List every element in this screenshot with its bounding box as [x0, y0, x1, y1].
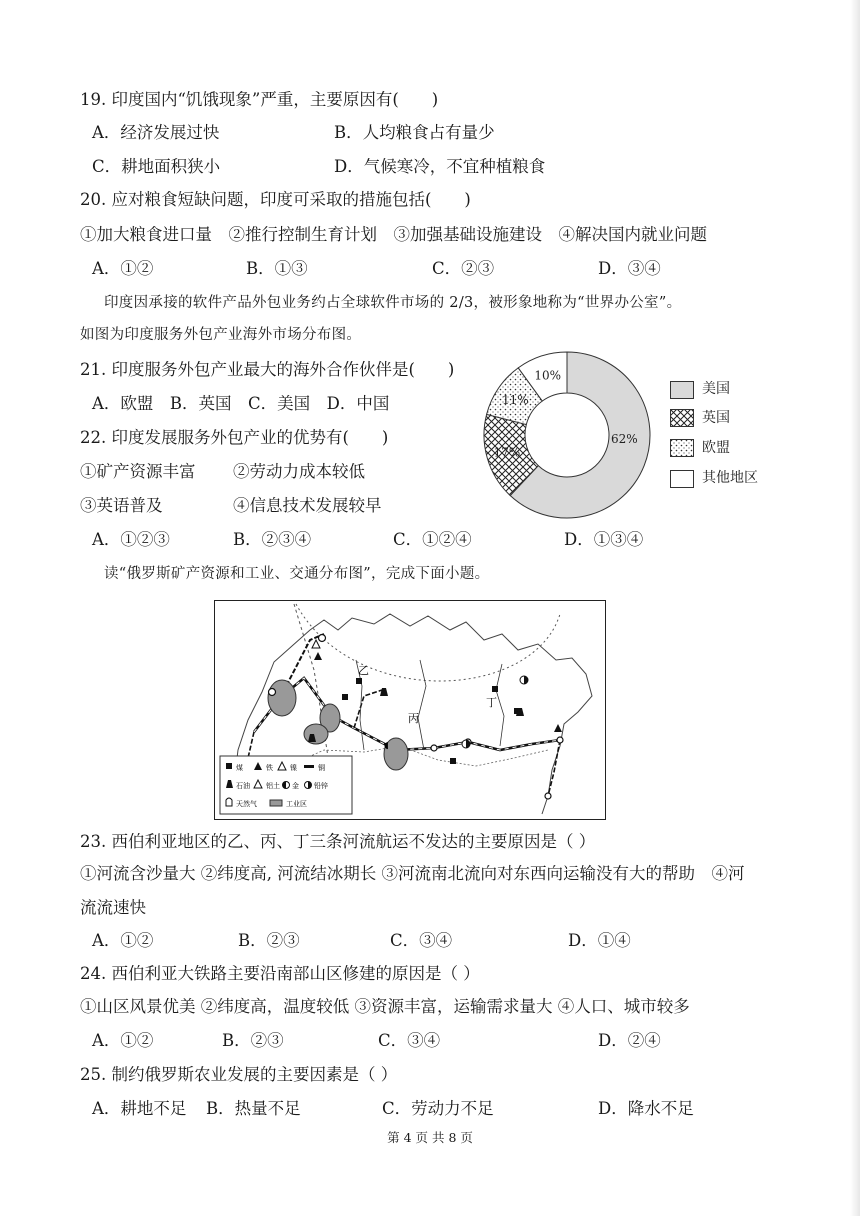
river-label-ding: 丁 — [486, 696, 497, 709]
legend-label-eu: 欧盟 — [702, 440, 730, 456]
q19-stem: 19. 印度国内“饥饿现象”严重，主要原因有( ) — [80, 90, 439, 109]
legend-swatch-uk — [670, 409, 694, 427]
map-legend-industrial-swatch — [270, 800, 282, 806]
legend-swatch-other — [670, 470, 694, 488]
q22-option-b: B．②③④ — [233, 530, 312, 549]
q22-option-a: A．①②③ — [92, 530, 170, 549]
intro-outsourcing-line2: 如图为印度服务外包产业海外市场分布图。 — [80, 327, 362, 343]
q19-option-b: B．人均粮食占有量少 — [334, 123, 495, 142]
q22-statement-2: ②劳动力成本较低 — [233, 462, 365, 481]
q20-stem: 20. 应对粮食短缺问题，印度可采取的措施包括( ) — [80, 190, 471, 209]
map-legend-gas-swatch — [226, 798, 232, 806]
page-footer: 第 4 页 共 8 页 — [387, 1130, 473, 1145]
q20-option-c: C．②③ — [432, 259, 495, 278]
city-moscow — [269, 689, 276, 696]
q20-statements: ①加大粮食进口量 ②推行控制生育计划 ③加强基础设施建设 ④解决国内就业问题 — [80, 225, 707, 244]
legend-swatch-eu — [670, 439, 694, 457]
map-legend-gold: 金 — [292, 782, 299, 790]
q20-option-b: B．①③ — [246, 259, 308, 278]
river-label-yi: 乙 — [358, 664, 369, 677]
industrial-area-1 — [268, 680, 296, 716]
q22-statement-1: ①矿产资源丰富 — [80, 462, 196, 481]
river-label-bing: 丙 — [408, 712, 419, 725]
q19-option-c: C．耕地面积狭小 — [92, 157, 221, 176]
q23-option-b: B．②③ — [238, 931, 300, 950]
q25-option-b: B．热量不足 — [206, 1099, 301, 1118]
q24-option-c: C．③④ — [378, 1031, 441, 1050]
legend-swatch-usa — [670, 381, 694, 399]
map-legend-bauxite: 铝土 — [266, 782, 280, 790]
map-legend-nickel: 镍 — [290, 764, 297, 772]
coal-symbol — [342, 694, 348, 700]
coal-symbol — [356, 678, 362, 684]
map-legend-leadzinc: 铅锌 — [314, 782, 328, 790]
map-legend-industrial: 工业区 — [286, 800, 307, 808]
q21-options: A．欧盟 B．英国 C．美国 D．中国 — [92, 394, 390, 413]
map-legend-oil: 石油 — [236, 782, 250, 790]
q22-statement-3: ③英语普及 — [80, 496, 163, 515]
donut-label-eu: 11% — [501, 392, 529, 407]
q19-option-d: D．气候寒冷，不宜种植粮食 — [334, 157, 546, 176]
map-legend-copper-swatch — [304, 765, 314, 768]
q20-option-d: D．③④ — [598, 259, 661, 278]
outsourcing-market-donut-chart — [474, 348, 664, 522]
q22-option-d: D．①③④ — [564, 530, 644, 549]
leadzinc-symbol: ◖ — [384, 741, 389, 751]
map-legend-gas: 天然气 — [236, 800, 257, 808]
donut-label-other: 10% — [534, 368, 562, 383]
donut-label-usa: 62% — [611, 432, 638, 446]
intro-russia-map: 读“俄罗斯矿产资源和工业、交通分布图”，完成下面小题。 — [104, 566, 490, 582]
q19-option-a: A．经济发展过快 — [92, 123, 220, 142]
map-legend-iron: 铁 — [266, 764, 273, 772]
q25-option-c: C．劳动力不足 — [382, 1099, 494, 1118]
city-vladivostok — [545, 793, 551, 799]
q24-statements: ①山区风景优美 ②纬度高，温度较低 ③资源丰富，运输需求量大 ④人口、城市较多 — [80, 997, 690, 1016]
legend-label-uk: 英国 — [702, 410, 730, 426]
city-irkutsk — [431, 745, 437, 751]
map-legend-copper: 铜 — [318, 764, 325, 772]
map-legend-coal: 煤 — [236, 764, 243, 772]
q24-stem: 24. 西伯利亚大铁路主要沿南部山区修建的原因是（ ） — [80, 964, 480, 983]
q20-option-a: A．①② — [92, 259, 154, 278]
coal-symbol — [450, 758, 456, 764]
russia-resources-map — [214, 600, 606, 820]
q23-option-c: C．③④ — [390, 931, 453, 950]
q25-option-a: A．耕地不足 — [92, 1099, 187, 1118]
q23-stem: 23. 西伯利亚地区的乙、丙、丁三条河流航运不发达的主要原因是（ ） — [80, 832, 596, 851]
q21-stem: 21. 印度服务外包产业最大的海外合作伙伴是( ) — [80, 360, 455, 379]
city-murmansk — [319, 635, 326, 642]
q23-option-d: D．①④ — [568, 931, 631, 950]
coal-symbol — [492, 686, 498, 692]
q22-statement-4: ④信息技术发展较早 — [233, 496, 382, 515]
q22-stem: 22. 印度发展服务外包产业的优势有( ) — [80, 428, 389, 447]
q24-option-b: B．②③ — [222, 1031, 284, 1050]
city-khabarovsk — [557, 737, 563, 743]
legend-label-other: 其他地区 — [702, 470, 758, 486]
q24-option-d: D．②④ — [598, 1031, 661, 1050]
q25-stem: 25. 制约俄罗斯农业发展的主要因素是（ ） — [80, 1065, 398, 1084]
q22-option-c: C．①②④ — [393, 530, 472, 549]
map-legend-coal-swatch — [226, 763, 232, 769]
industrial-area-3 — [304, 724, 328, 744]
q25-option-d: D．降水不足 — [598, 1099, 694, 1118]
q24-option-a: A．①② — [92, 1031, 154, 1050]
page-edge-shadow — [850, 0, 860, 1216]
q23-statements-line2: 流流速快 — [80, 898, 146, 917]
q23-option-a: A．①② — [92, 931, 154, 950]
intro-outsourcing-line1: 印度因承接的软件产品外包业务约占全球软件市场的 2/3，被形象地称为“世界办公室”。 — [104, 295, 682, 311]
donut-label-uk: 17% — [493, 445, 521, 460]
legend-label-usa: 美国 — [702, 381, 730, 397]
q23-statements-line1: ①河流含沙量大 ②纬度高, 河流结冰期长 ③河流南北流向对东西向运输没有大的帮助 ④河 — [80, 864, 745, 883]
